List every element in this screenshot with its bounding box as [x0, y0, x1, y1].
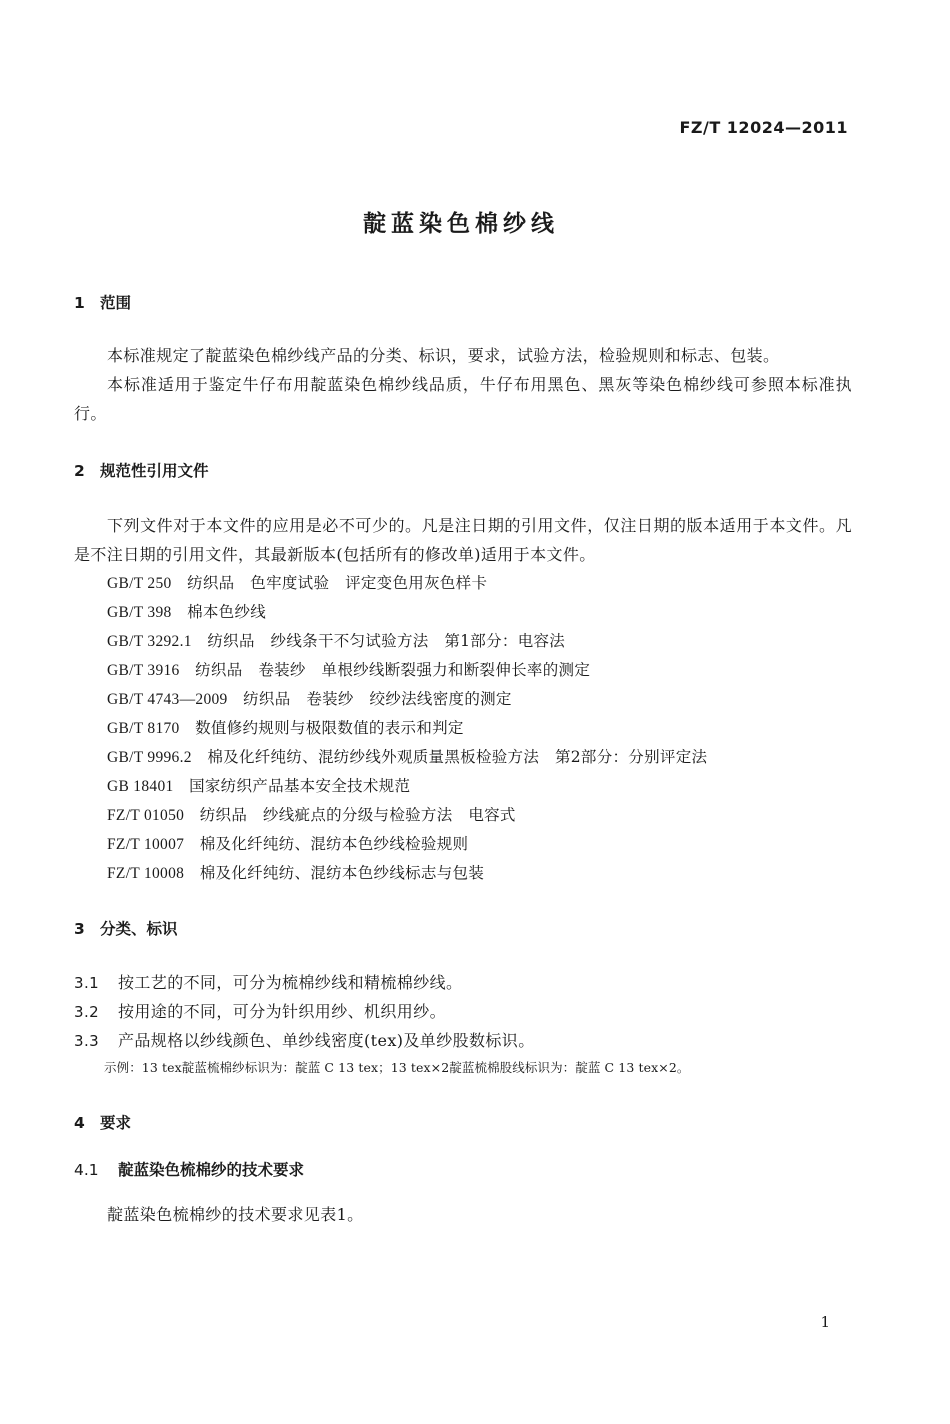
reference-code: GB/T 250	[107, 575, 172, 592]
document-title: 靛蓝染色棉纱线	[363, 211, 559, 237]
page-number: 1	[820, 1313, 830, 1331]
scope-paragraph-1: 本标准规定了靛蓝染色棉纱线产品的分类、标识，要求，试验方法，检验规则和标志、包装。	[107, 346, 780, 365]
section-title: 分类、标识	[100, 920, 178, 938]
section-title: 要求	[100, 1114, 132, 1132]
clause-text: 按用途的不同，可分为针织用纱、机织用纱。	[118, 1002, 447, 1021]
clause-3-3	[74, 1028, 535, 1051]
reference-code: GB/T 398	[107, 604, 172, 621]
standard-code: FZ/T 12024—2011	[679, 118, 848, 137]
reference-code: FZ/T 10007	[107, 836, 185, 853]
reference-code: GB/T 3916	[107, 662, 180, 679]
reference-item	[107, 627, 707, 656]
reference-code: GB/T 8170	[107, 720, 180, 737]
reference-title: 棉及化纤纯纺、混纺本色纱线标志与包装	[199, 864, 485, 882]
section-3-heading	[74, 917, 178, 939]
reference-title: 纺织品 纱线条干不匀试验方法 第1部分：电容法	[207, 632, 566, 650]
reference-title: 纺织品 纱线疵点的分级与检验方法 电容式	[199, 806, 516, 824]
subsection-4-1-heading	[74, 1158, 304, 1180]
reference-code: GB 18401	[107, 778, 174, 795]
reference-item	[107, 656, 707, 685]
reference-code: GB/T 9996.2	[107, 749, 192, 766]
reference-title: 棉及化纤纯纺、混纺本色纱线检验规则	[199, 835, 469, 853]
section-number: 3	[74, 920, 85, 938]
reference-code: GB/T 4743—2009	[107, 691, 228, 708]
reference-item	[107, 685, 707, 714]
section-number: 4	[74, 1114, 85, 1132]
reference-item	[107, 801, 707, 830]
scope-paragraph-2: 本标准适用于鉴定牛仔布用靛蓝染色棉纱线品质，牛仔布用黑色、黑灰等染色棉纱线可参照本标准执行。	[74, 375, 852, 423]
reference-title: 棉及化纤纯纺、混纺纱线外观质量黑板检验方法 第2部分：分别评定法	[207, 748, 708, 766]
reference-title: 纺织品 卷装纱 单根纱线断裂强力和断裂伸长率的测定	[195, 661, 591, 679]
reference-title: 数值修约规则与极限数值的表示和判定	[195, 719, 464, 737]
reference-item	[107, 772, 707, 801]
clause-number: 3.3	[74, 1032, 100, 1050]
subsection-number: 4.1	[74, 1161, 99, 1179]
reference-code: FZ/T 10008	[107, 865, 185, 882]
section-title: 范围	[100, 294, 132, 312]
subsection-title: 靛蓝染色梳棉纱的技术要求	[118, 1161, 305, 1179]
subsection-4-1-text: 靛蓝染色梳棉纱的技术要求见表1。	[107, 1205, 364, 1224]
reference-item	[107, 714, 707, 743]
reference-title: 纺织品 色牢度试验 评定变色用灰色样卡	[187, 574, 488, 592]
references-intro: 下列文件对于本文件的应用是必不可少的。凡是注日期的引用文件，仅注日期的版本适用于本文件。凡是不注日期的引用文件，其最新版本(包括所有的修改单)适用于本文件。	[74, 516, 852, 564]
clause-number: 3.2	[74, 1003, 100, 1021]
reference-item	[107, 743, 707, 772]
section-2-heading	[74, 459, 209, 481]
section-number: 1	[74, 294, 85, 312]
clause-3-1	[74, 970, 462, 993]
normative-references-list	[107, 569, 707, 888]
reference-item	[107, 569, 707, 598]
reference-title: 棉本色纱线	[187, 603, 267, 621]
clause-text: 按工艺的不同，可分为梳棉纱线和精梳棉纱线。	[118, 973, 463, 992]
reference-item	[107, 830, 707, 859]
section-1-heading	[74, 291, 131, 313]
section-title: 规范性引用文件	[100, 462, 209, 480]
clause-number: 3.1	[74, 974, 100, 992]
reference-item	[107, 859, 707, 888]
reference-title: 国家纺织产品基本安全技术规范	[189, 777, 411, 795]
example-note: 示例：13 tex靛蓝梳棉纱标识为：靛蓝 C 13 tex；13 tex×2靛蓝梳棉股线标识为：靛蓝 C 13 tex×2。	[104, 1060, 690, 1075]
section-4-heading	[74, 1111, 131, 1133]
reference-code: GB/T 3292.1	[107, 633, 192, 650]
clause-3-2	[74, 999, 446, 1022]
section-number: 2	[74, 462, 85, 480]
clause-text: 产品规格以纱线颜色、单纱线密度(tex)及单纱股数标识。	[118, 1031, 535, 1050]
reference-code: FZ/T 01050	[107, 807, 185, 824]
reference-item	[107, 598, 707, 627]
reference-title: 纺织品 卷装纱 绞纱法线密度的测定	[243, 690, 512, 708]
